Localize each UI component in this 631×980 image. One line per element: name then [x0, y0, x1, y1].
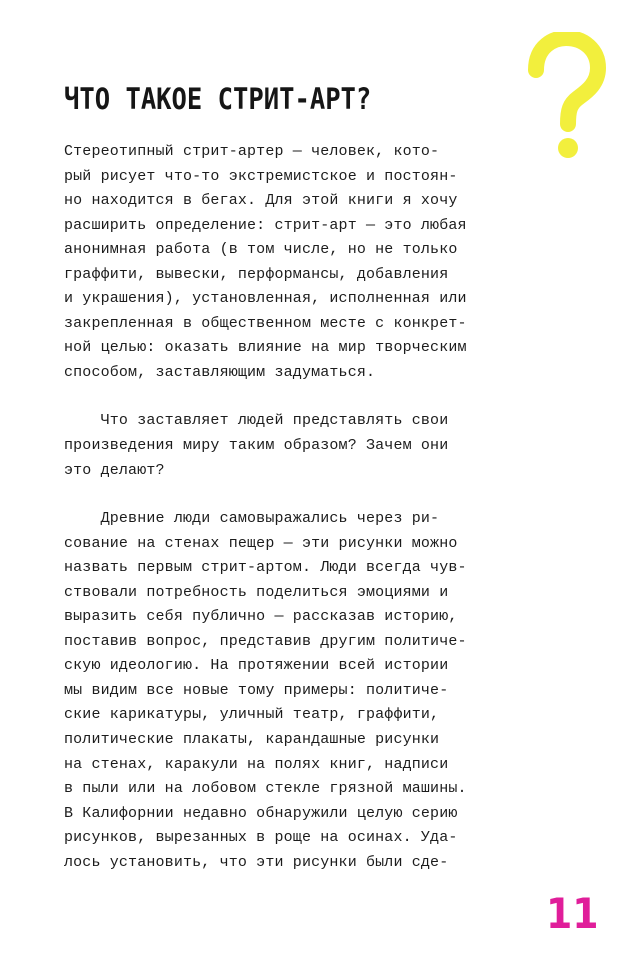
text-line: ной целью: оказать влияние на мир творческим	[64, 339, 467, 357]
text-line: политические плакаты, карандашные рисунки	[64, 731, 440, 749]
text-line: Стереотипный стрит-артер — человек, кото-	[64, 143, 440, 160]
text-line: ствовали потребность поделиться эмоциями и	[64, 583, 449, 601]
text-line: Древние люди самовыражались через ри-	[64, 510, 440, 528]
paragraph-1	[64, 140, 554, 385]
text-line: сование на стенах пещер — эти рисунки можно	[64, 534, 458, 552]
text-line: это делают?	[64, 461, 165, 479]
text-line: рисунков, вырезанных в роще на осинах. Уда-	[64, 829, 458, 847]
paragraph-3	[64, 507, 554, 875]
text-line: граффити, вывески, перформансы, добавления	[64, 265, 449, 283]
text-line: и украшения), установленная, исполненная или	[64, 290, 467, 308]
paragraph-2	[64, 409, 554, 483]
page-title: ЧТО ТАКОЕ СТРИТ-АРТ?	[64, 82, 372, 116]
text-line: произведения миру таким образом? Зачем они	[64, 437, 449, 455]
text-line: ские карикатуры, уличный театр, граффити,	[64, 706, 440, 724]
text-line: скую идеологию. На протяжении всей истории	[64, 657, 449, 675]
text-line: но находится в бегах. Для этой книги я хочу	[64, 192, 458, 210]
text-line: анонимная работа (в том числе, но не только	[64, 241, 458, 259]
text-line: рый рисует что-то экстремистское и постоян-	[64, 167, 458, 185]
page-number: 11	[546, 889, 599, 938]
text-line: назвать первым стрит-артом. Люди всегда чув-	[64, 559, 467, 577]
text-line: мы видим все новые тому примеры: политиче-	[64, 681, 449, 699]
text-line: способом, заставляющим задуматься.	[64, 363, 376, 381]
body-text	[64, 140, 554, 875]
text-line: расширить определение: стрит-арт — это любая	[64, 216, 467, 234]
text-line: Что заставляет людей представлять свои	[64, 412, 449, 430]
text-line: В Калифорнии недавно обнаружили целую серию	[64, 804, 458, 822]
paragraph-gap	[64, 385, 554, 409]
text-line: лось установить, что эти рисунки были сде-	[64, 853, 449, 871]
paragraph-gap	[64, 483, 554, 507]
text-line: закрепленная в общественном месте с конкрет-	[64, 314, 467, 332]
text-line: в пыли или на лобовом стекле грязной машины.	[64, 780, 467, 798]
text-line: поставив вопрос, представив другим политиче-	[64, 632, 467, 650]
text-line: на стенах, каракули на полях книг, надписи	[64, 755, 449, 773]
text-line: выразить себя публично — рассказав историю,	[64, 608, 458, 626]
